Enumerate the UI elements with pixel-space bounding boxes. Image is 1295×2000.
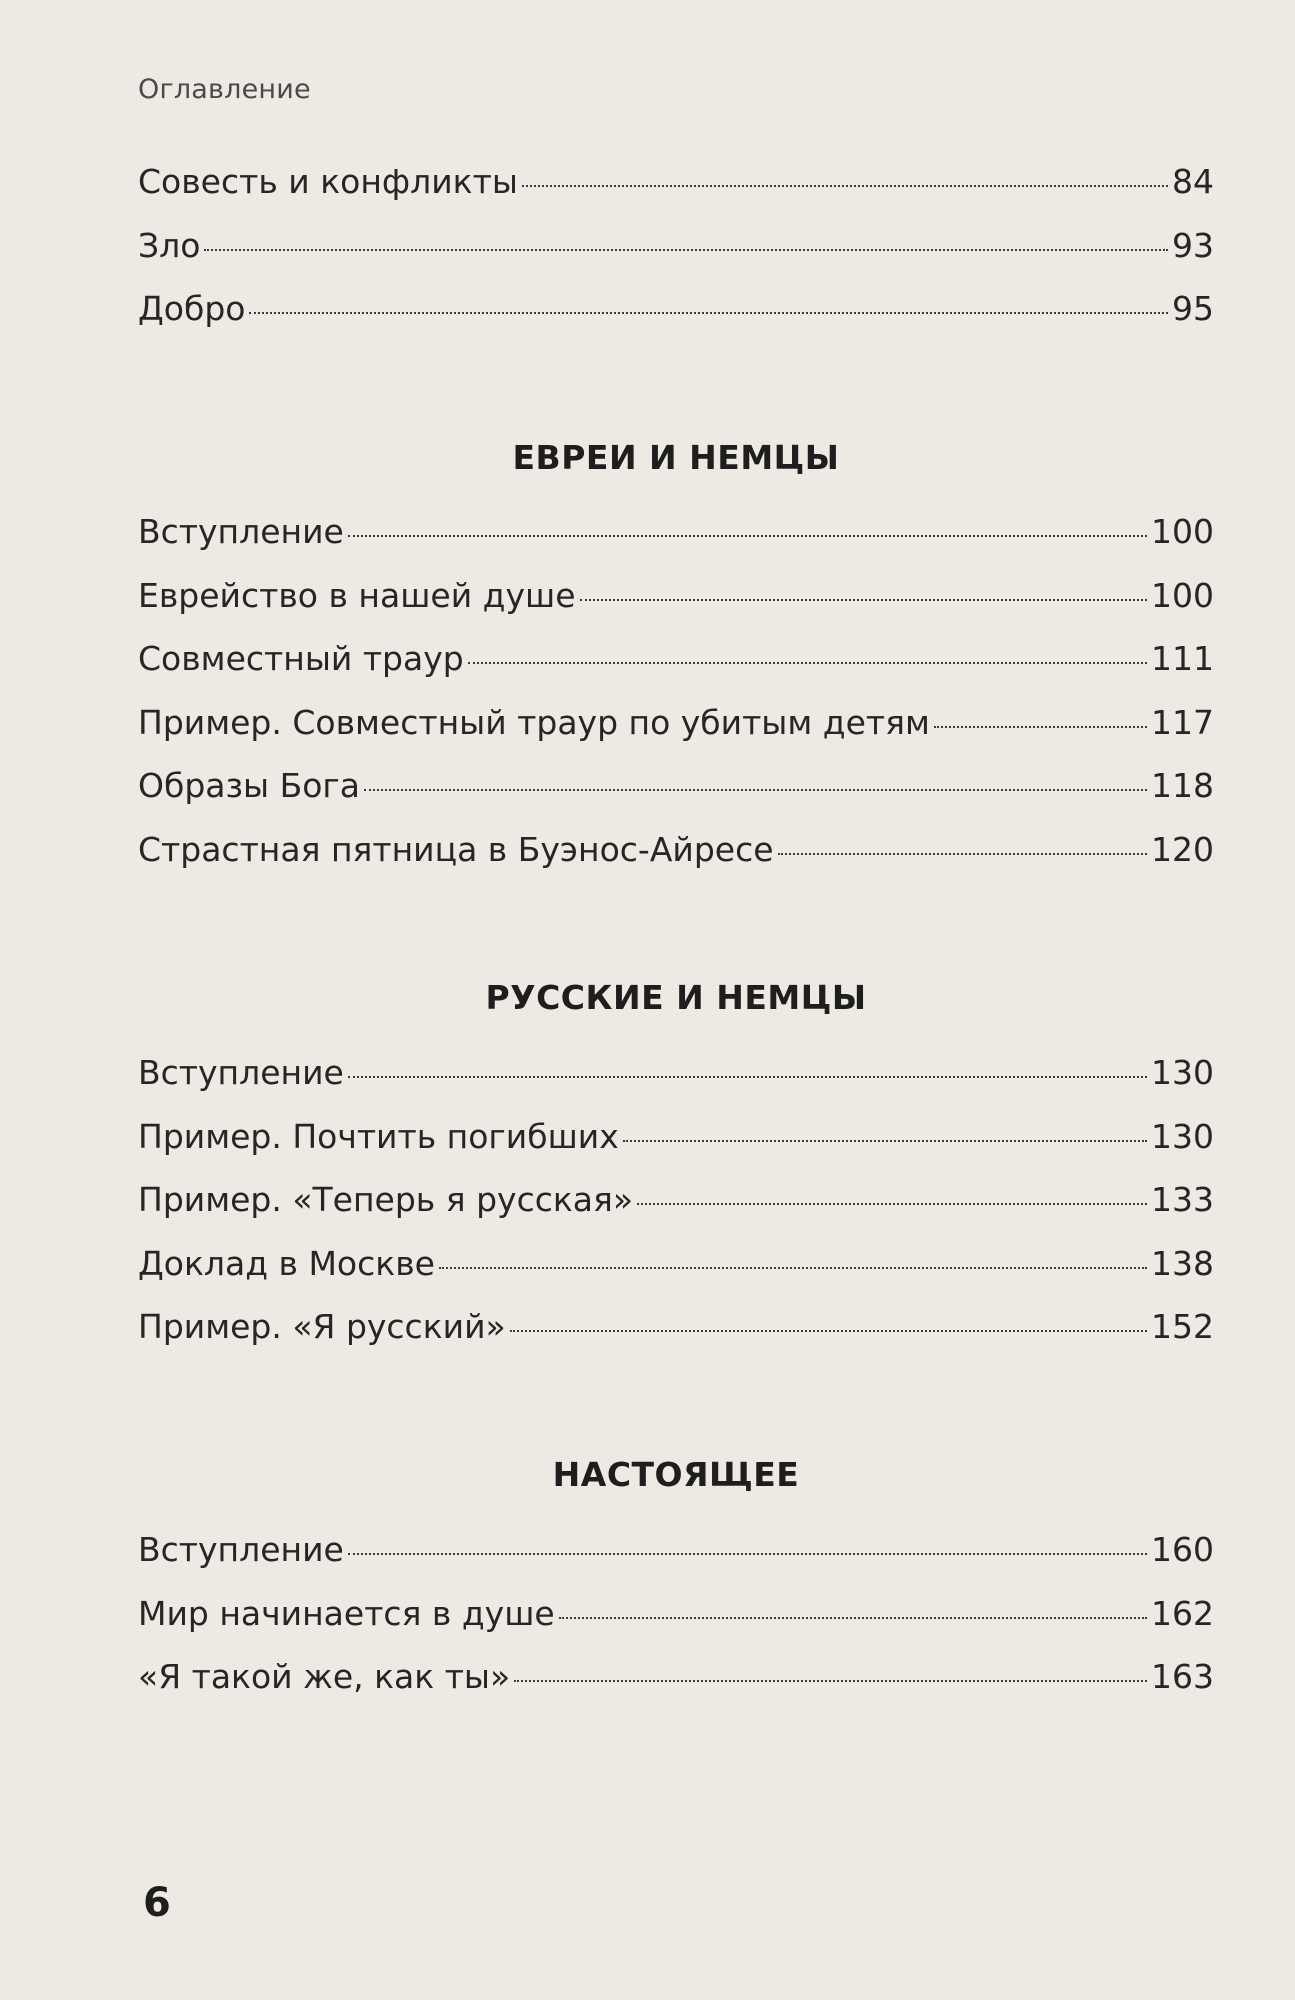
toc-entry-title: Вступление (138, 1530, 344, 1569)
dot-leader (934, 716, 1147, 728)
toc-entry (138, 564, 1214, 628)
toc-entry (138, 1232, 1214, 1296)
dot-leader (559, 1607, 1147, 1619)
toc-entry-page: 93 (1172, 225, 1214, 265)
toc-entry-page: 162 (1151, 1593, 1214, 1633)
toc-section-3 (138, 1518, 1214, 1709)
dot-leader (637, 1193, 1147, 1205)
dot-leader (468, 652, 1147, 664)
toc-entry-page: 100 (1151, 575, 1214, 615)
toc-entry-title: Вступление (138, 512, 344, 551)
toc-entry-title: Еврейство в нашей душе (138, 575, 576, 615)
toc-entry-title: Пример. Почтить погибших (138, 1116, 619, 1156)
dot-leader (510, 1320, 1147, 1332)
toc-entry (138, 1168, 1214, 1232)
dot-leader (522, 175, 1168, 187)
toc-entry-title: Мир начинается в душе (138, 1593, 555, 1633)
dot-leader (204, 239, 1168, 251)
dot-leader (623, 1130, 1147, 1142)
toc-entry (138, 1105, 1214, 1169)
toc-entry (138, 277, 1214, 341)
section-heading: РУССКИЕ И НЕМЦЫ (485, 978, 867, 1017)
toc-entry (138, 1041, 1214, 1105)
toc-entry (138, 1295, 1214, 1359)
toc-entry (138, 691, 1214, 755)
dot-leader (439, 1257, 1147, 1269)
dot-leader (348, 1543, 1147, 1555)
toc-entry (138, 214, 1214, 278)
toc-entry-page: 138 (1151, 1243, 1214, 1283)
toc-entry-page: 130 (1151, 1116, 1214, 1156)
toc-entry-page: 152 (1151, 1307, 1214, 1346)
dot-leader (580, 589, 1147, 601)
toc-entry (138, 818, 1214, 882)
toc-entry-page: 160 (1151, 1530, 1214, 1569)
toc-entry-page: 95 (1172, 289, 1214, 328)
dot-leader (249, 302, 1168, 314)
toc-entry (138, 500, 1214, 564)
toc-entry-title: Пример. «Теперь я русская» (138, 1180, 634, 1219)
toc-entry-page: 163 (1151, 1657, 1214, 1696)
toc-section-1 (138, 500, 1214, 881)
toc-entry-page: 84 (1172, 162, 1214, 201)
toc-entry-page: 118 (1151, 766, 1214, 805)
toc-entry-page: 133 (1151, 1180, 1214, 1219)
dot-leader (778, 843, 1147, 855)
toc-entry (138, 1645, 1214, 1709)
toc-section-2 (138, 1041, 1214, 1359)
toc-entry-title: Пример. «Я русский» (138, 1307, 506, 1346)
toc-entry (138, 1518, 1214, 1582)
dot-leader (348, 1066, 1147, 1078)
toc-entry-title: Пример. Совместный траур по убитым детям (138, 702, 930, 742)
page-number: 6 (143, 1880, 171, 1926)
toc-entry-title: Образы Бога (138, 766, 360, 805)
toc-entry-title: Зло (138, 225, 201, 265)
toc-entry-title: Страстная пятница в Буэнос-Айресе (138, 829, 774, 869)
section-heading: НАСТОЯЩЕЕ (552, 1455, 800, 1494)
toc-entry-page: 120 (1151, 829, 1214, 869)
toc-entry-title: Доклад в Москве (138, 1243, 435, 1283)
section-heading: ЕВРЕИ И НЕМЦЫ (512, 438, 840, 477)
toc-entry-page: 111 (1151, 639, 1214, 678)
running-head: Оглавление (138, 74, 311, 105)
toc-top-group (138, 150, 1214, 341)
toc-entry (138, 1582, 1214, 1646)
toc-entry-title: Совесть и конфликты (138, 162, 518, 201)
toc-entry-page: 117 (1151, 702, 1214, 742)
dot-leader (364, 779, 1147, 791)
dot-leader (348, 525, 1147, 537)
toc-entry-page: 100 (1151, 512, 1214, 551)
toc-entry-title: Вступление (138, 1053, 344, 1092)
toc-entry-title: Добро (138, 289, 246, 328)
toc-entry (138, 627, 1214, 691)
toc-entry (138, 754, 1214, 818)
toc-entry-title: Совместный траур (138, 639, 464, 678)
toc-entry-title: «Я такой же, как ты» (138, 1657, 511, 1696)
toc-entry (138, 150, 1214, 214)
dot-leader (514, 1670, 1147, 1682)
toc-entry-page: 130 (1151, 1053, 1214, 1092)
